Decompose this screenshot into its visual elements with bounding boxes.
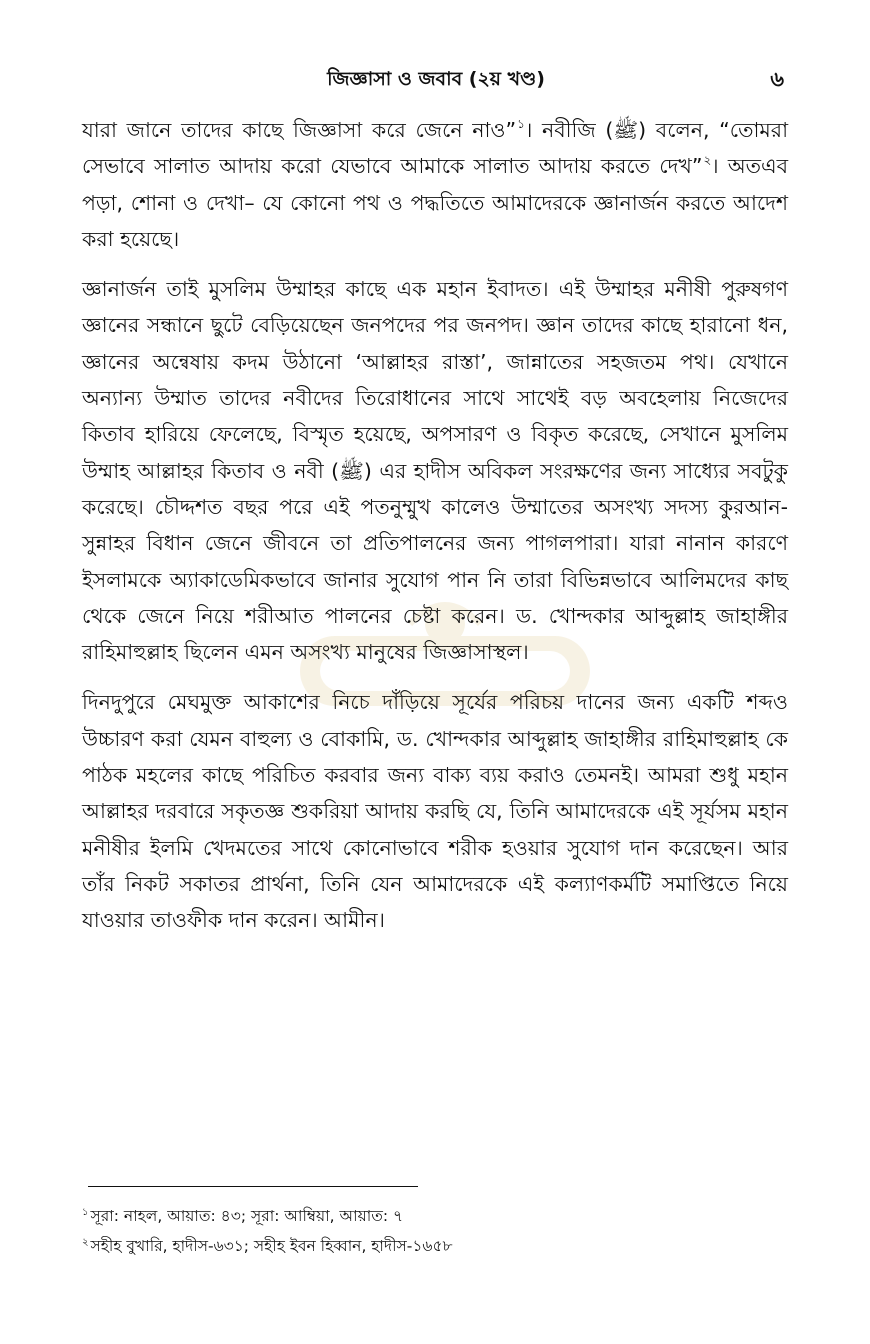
footnotes bbox=[82, 1186, 788, 1261]
paragraph-text: জ্ঞানার্জন তাই মুসলিম উম্মাহর কাছে এক মহান ইবাদত। এই উম্মাহর মনীষী পুরুষগণ জ্ঞানের সন্ধানে ছুটে বেড়িয়েছেন জনপদের পর জনপদ। জ্ঞান তাদের কাছে হারানো ধন, জ্ঞানের অন্বেষায় কদম উঠানো ‘আল্লাহর রাস্তা’, জান্নাতের সহজতম পথ। যেখানে অন্যান্য উম্মাত তাদের নবীদের তিরোধানের সাথে সাথেই বড় অবহেলায় নিজেদের কিতাব হারিয়ে ফেলেছে, বিস্মৃত হয়েছে, অপসারণ ও বিকৃত করেছে, সেখানে মুসলিম উম্মাহ আল্লাহর কিতাব ও নবী (ﷺ) এর হাদীস অবিকল সংরক্ষণের জন্য সাধ্যের সবটুকু করেছে। চৌদ্দশত বছর পরে এই পতনুম্মুখ কালেও উম্মাতের অসংখ্য সদস্য কুরআন-সুন্নাহর বিধান জেনে জীবনে তা প্রতিপালনের জন্য পাগলপারা। যারা নানান কারণে ইসলামকে অ্যাকাডেমিকভাবে জানার সুযোগ পান নি তারা বিভিন্নভাবে আলিমদের কাছ থেকে জেনে নিয়ে শরীআত পালনের চেষ্টা করেন। ড. খোন্দকার আব্দুল্লাহ জাহাঙ্গীর রাহিমাহুল্লাহ ছিলেন এমন অসংখ্য মানুষের জিজ্ঞাসাস্থল। bbox=[82, 277, 788, 665]
footnote-text: সহীহ বুখারি, হাদীস-৬৩১; সহীহ ইবন হিব্বান, হাদীস-১৬৫৮ bbox=[90, 1237, 453, 1255]
body-paragraph bbox=[82, 112, 788, 257]
footnote-item bbox=[82, 1201, 788, 1231]
running-header-title: জিজ্ঞাসা ও জবাব (২য় খণ্ড) bbox=[327, 68, 545, 90]
body-paragraph bbox=[82, 684, 788, 938]
footnote-divider bbox=[88, 1186, 418, 1187]
paragraph-text: যারা জানে তাদের কাছে জিজ্ঞাসা করে জেনে নাও” bbox=[82, 118, 517, 142]
body-paragraph bbox=[82, 271, 788, 670]
running-header bbox=[82, 62, 790, 96]
footnote-list bbox=[82, 1201, 788, 1261]
paragraph-text: । নবীজি (ﷺ) বলেন, “তোমরা সেভাবে সালাত আদায় করো যেভাবে আমাকে সালাত আদায় করতে দেখ” bbox=[82, 118, 789, 179]
footnote-item bbox=[82, 1231, 788, 1261]
footnote-number: ১ bbox=[82, 1207, 89, 1218]
footnote-reference[interactable]: ২ bbox=[703, 153, 712, 168]
footnote-text: সূরা: নাহল, আয়াত: ৪৩; সূরা: আম্বিয়া, আয়াত: ৭ bbox=[90, 1207, 404, 1225]
footnote-number: ২ bbox=[82, 1237, 89, 1248]
footnote-reference[interactable]: ১ bbox=[517, 117, 525, 131]
main-text bbox=[82, 112, 788, 953]
page-number: ৬ bbox=[770, 67, 784, 91]
paragraph-text: দিনদুপুরে মেঘমুক্ত আকাশের নিচে দাঁড়িয়ে সূর্যের পরিচয় দানের জন্য একটি শব্দও উচ্চারণ করা যেমন বাহুল্য ও বোকামি, ড. খোন্দকার আব্দুল্লাহ জাহাঙ্গীর রাহিমাহুল্লাহ কে পাঠক মহলের কাছে পরিচিত করবার জন্য বাক্য ব্যয় করাও তেমনই। আমরা শুধু মহান আল্লাহর দরবারে সকৃতজ্ঞ শুকরিয়া আদায় করছি যে, তিনি আমাদেরকে এই সূর্যসম মহান মনীষীর ইলমি খেদমতের সাথে কোনোভাবে শরীক হওয়ার সুযোগ দান করেছেন। আর তাঁর নিকট সকাতর প্রার্থনা, তিনি যেন আমাদেরকে এই কল্যাণকর্মটি সমাপ্তিতে নিয়ে যাওয়ার তাওফীক দান করেন। আমীন। bbox=[82, 690, 788, 933]
paragraph-text: । অতএব পড়া, শোনা ও দেখা– যে কোনো পথ ও পদ্ধতিতে আমাদেরকে জ্ঞানার্জন করতে আদেশ করা হয়েছে। bbox=[82, 154, 788, 251]
